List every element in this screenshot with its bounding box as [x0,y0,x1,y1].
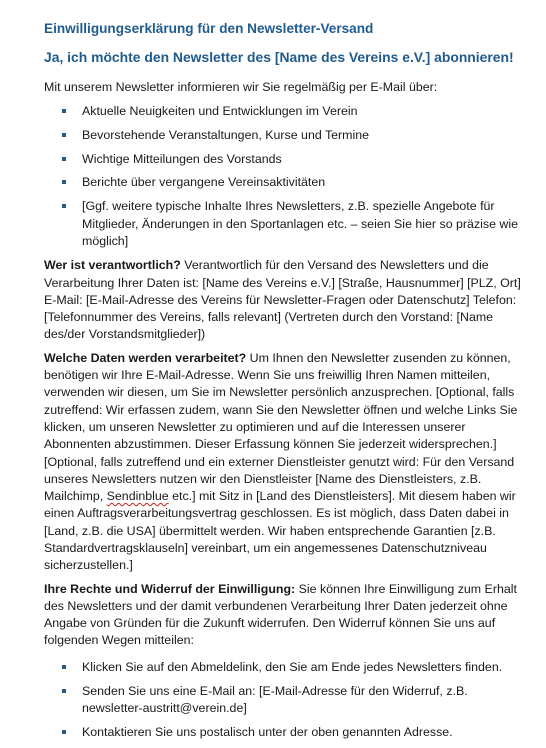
rights-paragraph [44,581,522,650]
responsible-label: Wer ist verantwortlich? [44,258,181,273]
data-processing-text-end: etc.] mit Sitz in [Land des Dienstleisters]. Mit diesem haben wir einen Auftragsverarbeitungsvertrag geschlossen. Es ist möglich, dass Daten dabei in [Land, z.B. die USA] übermittelt werden. Wir haben entsprechende Garantien [z.B. Standardvertragsklauseln] vereinbart, um ein angemessenes Datenschutzniveau sicherzustellen.] [44,489,516,573]
rights-label: Ihre Rechte und Widerruf der Einwilligung: [44,581,296,596]
spellcheck-marked-word[interactable]: Sendinblue [106,489,169,504]
data-processing-label: Welche Daten werden verarbeitet? [44,350,247,365]
data-processing-paragraph [44,350,522,575]
list-item-text: Senden Sie uns eine E-Mail an: [E-Mail-Adresse für den Widerruf, z.B. newsletter-austritt@verein.de] [82,683,468,715]
document-title: Einwilligungserklärung für den Newsletter-Versand [44,21,374,36]
square-bullet-icon [62,133,66,137]
list-item [44,683,522,718]
square-bullet-icon [62,730,66,734]
document-subtitle: Ja, ich möchte den Newsletter des [Name des Vereins e.V.] abonnieren! [44,49,514,65]
list-item [44,659,522,676]
list-item-text: Berichte über vergangene Vereinsaktivitäten [82,175,326,190]
list-item-text: Wichtige Mitteilungen des Vorstands [82,151,282,166]
square-bullet-icon [62,109,66,113]
list-item-text: Klicken Sie auf den Abmeldelink, den Sie am Ende jedes Newsletters finden. [82,659,503,674]
newsletter-topics-list [44,103,522,250]
list-item [44,198,522,250]
responsible-paragraph [44,257,522,343]
responsible-text: Verantwortlich für den Versand des Newsletters und die Verarbeitung Ihrer Daten ist: [Name des Vereins e.V.] [Straße, Hausnummer] [PLZ, Ort] E-Mail: [E-Mail-Adresse des Vereins für Newsletter-Fragen oder Datenschutz] Telefon: [Telefonnummer des Vereins, falls relevant] (Vertreten durch den Vorstand: [Name des/der Vorstandsmitglieder]) [44,258,521,342]
rights-text: Sie können Ihre Einwilligung zum Erhalt des Newsletters und der damit verbundenen Verarbeitung Ihrer Daten jederzeit ohne Angabe von Gründen für die Zukunft widerrufen. Den Widerruf können Sie uns auf folgenden Wegen mitteilen: [44,581,517,648]
list-item-text: Aktuelle Neuigkeiten und Entwicklungen im Verein [82,103,358,118]
square-bullet-icon [62,204,66,208]
list-item [44,127,522,144]
intro-paragraph: Mit unserem Newsletter informieren wir Sie regelmäßig per E-Mail über: [44,79,438,94]
square-bullet-icon [62,157,66,161]
square-bullet-icon [62,689,66,693]
list-item [44,724,522,741]
list-item-text: Bevorstehende Veranstaltungen, Kurse und Termine [82,127,370,142]
list-item-text: [Ggf. weitere typische Inhalte Ihres Newsletters, z.B. spezielle Angebote für Mitglieder, Änderungen in den Sportanlagen etc. – seien Sie hier so präzise wie möglich] [82,199,519,248]
square-bullet-icon [62,180,66,184]
list-item-text: Kontaktieren Sie uns postalisch unter der oben genannten Adresse. [82,724,453,739]
list-item [44,151,522,168]
square-bullet-icon [62,665,66,669]
list-item [44,174,522,191]
list-item [44,103,522,120]
withdrawal-ways-list [44,659,522,741]
data-processing-text: Um Ihnen den Newsletter zusenden zu können, benötigen wir Ihre E-Mail-Adresse. Wenn Sie uns freiwillig Ihren Namen mitteilen, verwenden wir diesen, um Sie im Newsletter persönlich anzusprechen. [Optional, falls zutreffend: Wir erfassen zudem, wann Sie den Newsletter öffnen und welche Links Sie klicken, um unseren Newsletter zu optimieren und auf die Interessen unserer Abonnenten abzustimmen. Dieser Erfassung können Sie jederzeit widersprechen.] [Optional, falls zutreffend und ein externer Dienstleister genutzt wird: Für den Versand unseres Newsletters nutzen wir den Dienstleister [Name des Dienstleisters, z.B. Mailchimp, [44,350,518,504]
